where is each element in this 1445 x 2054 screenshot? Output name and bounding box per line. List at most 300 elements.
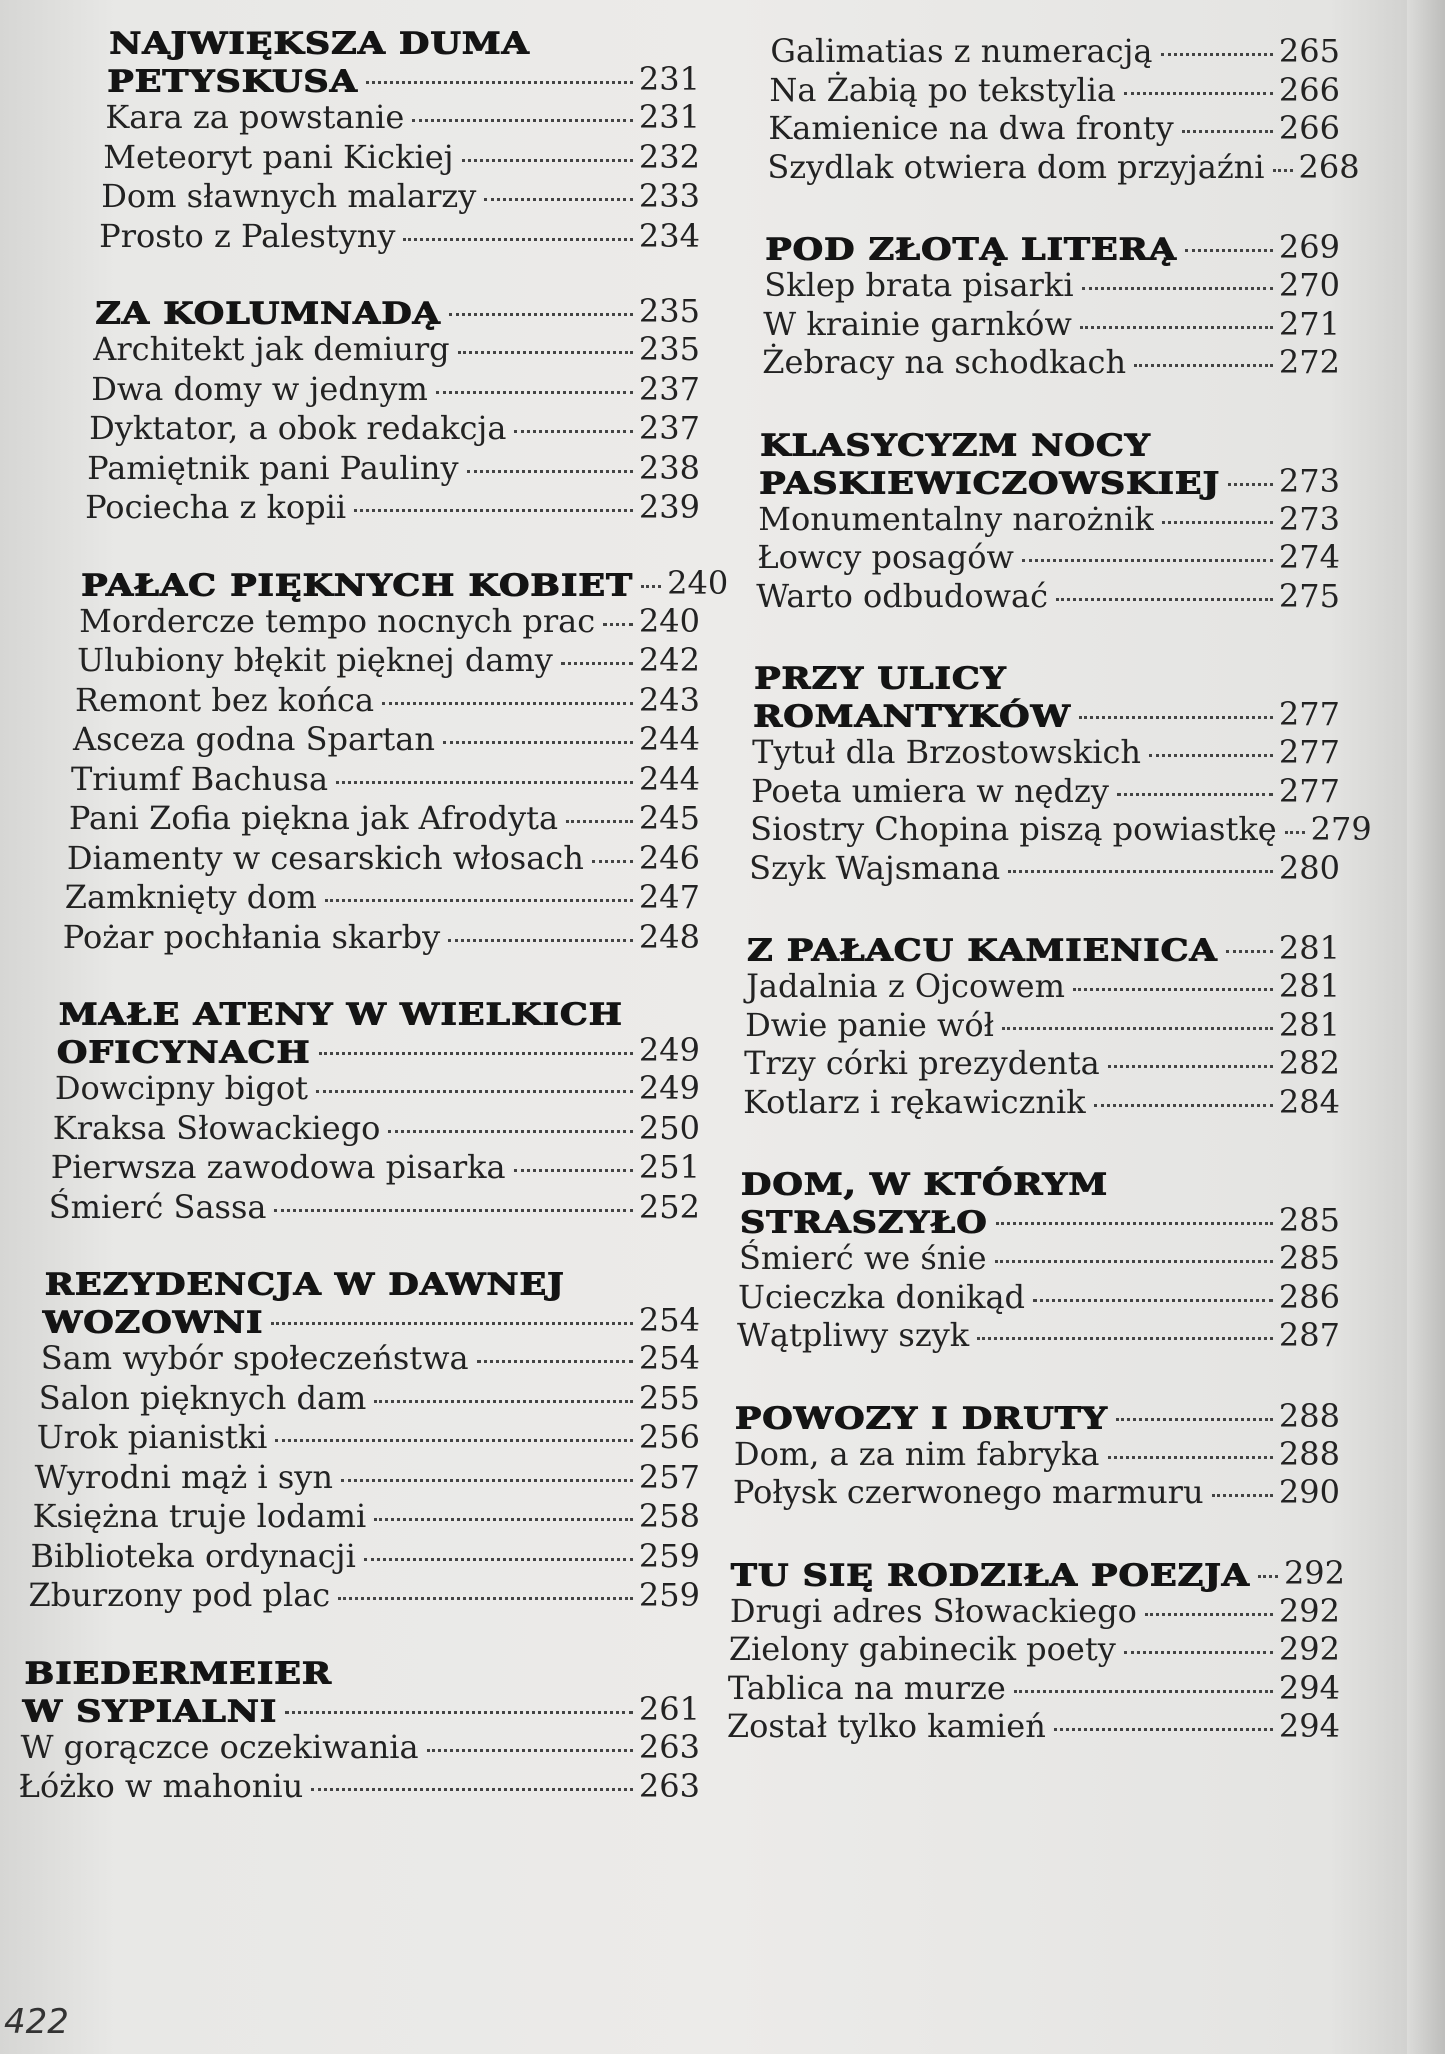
toc-entry-page: 265 (1278, 32, 1340, 70)
toc-entry-title: Dyktator, a obok redakcja (89, 409, 507, 447)
toc-entry-title: Biblioteka ordynacji (30, 1536, 356, 1575)
toc-entry-page: 288 (1278, 1434, 1340, 1473)
toc-entry-page: 242 (638, 641, 700, 679)
toc-entry-title: Dwa domy w jednym (91, 369, 428, 408)
toc-entry-page: 266 (1278, 70, 1340, 109)
toc-entry (63, 918, 700, 956)
section-heading (765, 226, 1340, 267)
toc-entry-title: Tytuł dla Brzostowskich (752, 733, 1142, 771)
dot-leader (1008, 870, 1273, 873)
dot-leader (1014, 1690, 1273, 1693)
toc-entry (75, 681, 700, 719)
dot-leader (1079, 716, 1273, 719)
toc-entry-title: Prosto z Palestyny (99, 216, 396, 255)
toc-entry-page: 259 (638, 1576, 700, 1614)
section-page-number: 240 (667, 563, 729, 602)
dot-leader (996, 1222, 1273, 1225)
section-heading (23, 1688, 700, 1729)
toc-entry-page: 246 (638, 838, 700, 877)
toc-entry (51, 1148, 700, 1186)
toc-entry-title: Zielony gabinecik poety (728, 1630, 1116, 1668)
toc-entry-page: 271 (1278, 304, 1340, 343)
toc-entry-page: 251 (638, 1148, 700, 1186)
dot-leader (285, 1711, 633, 1714)
dot-leader (458, 351, 633, 354)
toc-entry-title: Monumentalny narożnik (758, 499, 1154, 538)
toc-entry-title: Kraksa Słowackiego (52, 1108, 381, 1147)
toc-entry (744, 1044, 1340, 1082)
toc-entry (768, 109, 1340, 147)
dot-leader (467, 470, 633, 473)
toc-entry-title: Dowcipny bigot (54, 1069, 308, 1107)
dot-leader (366, 81, 633, 84)
dot-leader (382, 702, 633, 705)
toc-entry-title: Sam wybór społeczeństwa (40, 1339, 469, 1377)
toc-entry (764, 266, 1340, 304)
toc-entry (749, 849, 1340, 887)
toc-entry-page: 249 (638, 1069, 700, 1107)
section-page-number: 277 (1278, 695, 1340, 733)
toc-entry-page: 270 (1278, 266, 1340, 304)
dot-leader (388, 1130, 633, 1133)
section-page-number: 254 (638, 1301, 700, 1339)
toc-entry-page: 256 (638, 1418, 700, 1456)
toc-entry-title: Tablica na murze (727, 1668, 1006, 1707)
toc-entry (35, 1458, 700, 1496)
toc-entry-page: 244 (638, 759, 700, 798)
section-page-number: 269 (1278, 228, 1340, 266)
toc-entry (19, 1767, 700, 1805)
section-heading-text: PRZY ULICY (754, 660, 1007, 696)
toc-entry (77, 641, 700, 679)
toc-entry-page: 258 (638, 1497, 700, 1535)
dot-leader (1161, 53, 1273, 56)
section-heading-text: REZYDENCJA W DAWNEJ (44, 1266, 565, 1302)
section-heading (753, 693, 1340, 734)
dot-leader (449, 313, 633, 316)
dot-leader (561, 662, 633, 665)
toc-entry-title: Sklep brata pisarki (764, 266, 1074, 304)
toc-entry-page: 285 (1278, 1239, 1340, 1277)
toc-entry-title: Żebracy na schodkach (762, 343, 1127, 381)
toc-entry-title: W krainie garnków (763, 304, 1072, 343)
dot-leader (641, 585, 661, 588)
dot-leader (1226, 950, 1273, 953)
dot-leader (1162, 521, 1273, 524)
toc-entry (746, 967, 1340, 1005)
dot-leader (1002, 1027, 1273, 1030)
toc-entry-page: 243 (638, 680, 700, 719)
toc-entry (728, 1669, 1340, 1707)
dot-leader (274, 1209, 632, 1212)
toc-entry-title: Kotlarz i rękawicznik (743, 1082, 1086, 1121)
dot-leader (1073, 988, 1273, 991)
toc-entry-page: 231 (638, 98, 700, 136)
toc-entry-title: Drugi adres Słowackiego (729, 1591, 1137, 1630)
section-heading (754, 655, 1340, 696)
toc-entry-title: W gorączce oczekiwania (20, 1727, 419, 1766)
toc-entry (55, 1069, 700, 1107)
toc-entry-page: 263 (638, 1727, 700, 1766)
toc-entry-page: 235 (638, 330, 700, 368)
dot-leader (1145, 1613, 1273, 1616)
section-page-number: 235 (638, 292, 700, 330)
toc-entry-page: 294 (1278, 1668, 1340, 1707)
toc-entry-title: Pierwsza zawodowa pisarka (50, 1148, 506, 1186)
toc-entry (103, 138, 700, 176)
toc-entry-title: Dwie panie wół (745, 1005, 994, 1044)
section-heading-text: NAJWIĘKSZA DUMA (109, 25, 530, 61)
section-heading-text: ZA KOLUMNADĄ (95, 295, 441, 331)
toc-entry-page: 240 (638, 601, 700, 640)
toc-entry (71, 760, 700, 798)
toc-entry-title: Łowcy posagów (757, 538, 1014, 576)
dot-leader (603, 623, 633, 626)
toc-entry-page: 273 (1278, 499, 1340, 538)
toc-entry-page: 281 (1278, 967, 1340, 1005)
toc-entry-title: Został tylko kamień (726, 1707, 1046, 1745)
toc-entry-page: 237 (638, 369, 700, 408)
dot-leader (1228, 483, 1273, 486)
section-heading (741, 1161, 1340, 1202)
toc-entry-page: 247 (638, 878, 700, 916)
toc-entry-title: Trzy córki prezydenta (744, 1044, 1100, 1082)
section-page-number: 285 (1278, 1201, 1340, 1239)
dot-leader (336, 781, 633, 784)
toc-entry (727, 1707, 1340, 1745)
toc-entry (737, 1316, 1340, 1354)
dot-leader (1054, 1728, 1273, 1731)
dot-leader (484, 198, 633, 201)
toc-entry-page: 245 (638, 799, 700, 837)
dot-leader (374, 1400, 633, 1403)
toc-entry-page: 234 (638, 216, 700, 255)
section-heading-text: POWOZY I DRUTY (734, 1400, 1108, 1436)
toc-entry-title: Kamienice na dwa fronty (768, 109, 1174, 147)
toc-entry (87, 449, 700, 487)
section-heading-text: DOM, W KTÓRYM (741, 1166, 1109, 1202)
toc-entry (739, 1239, 1340, 1277)
toc-entry-page: 279 (1310, 810, 1372, 848)
toc-entry-title: Ucieczka donikąd (738, 1277, 1026, 1316)
section-heading (59, 991, 700, 1032)
dot-leader (462, 159, 633, 162)
section-heading-text: PASKIEWICZOWSKIEJ (759, 465, 1221, 501)
toc-entry-page: 263 (638, 1767, 700, 1805)
toc-entry-title: Szyk Wajsmana (749, 848, 1001, 887)
dot-leader (448, 939, 633, 942)
section-heading (109, 20, 700, 61)
toc-entry (101, 177, 700, 215)
toc-entry (91, 370, 700, 408)
toc-entry (743, 1083, 1340, 1121)
dot-leader (271, 1322, 633, 1325)
section-heading-text: Z PAŁACU KAMIENICA (747, 932, 1218, 968)
dot-leader (354, 509, 633, 512)
toc-entry (752, 733, 1340, 771)
toc-entry (763, 305, 1340, 343)
dot-leader (1108, 1456, 1273, 1459)
section-heading (747, 927, 1340, 968)
toc-entry-title: Salon pięknych dam (38, 1378, 367, 1417)
dot-leader (341, 1479, 633, 1482)
section-heading-text: TU SIĘ RODZIŁA POEZJA (730, 1557, 1250, 1593)
toc-entry (770, 32, 1340, 70)
dot-leader (1094, 1104, 1273, 1107)
toc-entry-page: 290 (1278, 1473, 1340, 1511)
toc-entry-title: Zburzony pod plac (28, 1576, 331, 1614)
toc-entry (767, 147, 1360, 186)
toc-entry (762, 343, 1340, 381)
toc-entry-title: Śmierć we śnie (739, 1239, 987, 1277)
toc-entry-title: Wyrodni mąż i syn (34, 1457, 333, 1496)
toc-entry (745, 1006, 1340, 1044)
section-heading-text: STRASZYŁO (740, 1204, 988, 1240)
toc-entry-title: Łóżko w mahoniu (18, 1767, 304, 1805)
section-heading-text: MAŁE ATENY W WIELKICH (58, 996, 623, 1032)
section-heading-text: OFICYNACH (56, 1034, 311, 1070)
dot-leader (1124, 92, 1273, 95)
toc-entry-title: Warto odbudować (756, 576, 1048, 615)
dot-leader (1124, 1651, 1273, 1654)
dot-leader (1056, 598, 1273, 601)
toc-entry (756, 577, 1340, 615)
toc-entry-title: Meteoryt pani Kickiej (103, 137, 454, 176)
section-page-number: 292 (1283, 1553, 1346, 1592)
toc-entry-title: Ulubiony błękit pięknej damy (77, 641, 553, 679)
section-heading-text: KLASYCYZM NOCY (760, 427, 1151, 463)
toc-entry (733, 1473, 1340, 1511)
section-heading-text: ROMANTYKÓW (753, 698, 1071, 734)
toc-entry-title: Triumf Bachusa (70, 759, 329, 798)
toc-entry-page: 284 (1278, 1082, 1340, 1121)
toc-entry-title: Pamiętnik pani Pauliny (87, 448, 459, 487)
toc-entry-title: Śmierć Sassa (48, 1187, 267, 1226)
dot-leader (311, 1788, 633, 1791)
section-heading-text: BIEDERMEIER (24, 1655, 332, 1691)
section-page-number: 273 (1278, 461, 1340, 500)
toc-entry-page: 244 (638, 720, 700, 758)
section-heading (760, 422, 1340, 463)
toc-entry-page: 292 (1278, 1630, 1340, 1668)
toc-entry (31, 1537, 700, 1575)
dot-leader (995, 1260, 1273, 1263)
section-heading-text: PAŁAC PIĘKNYCH KOBIET (81, 567, 634, 603)
dot-leader (1273, 169, 1293, 172)
toc-entry (39, 1379, 700, 1417)
toc-entry (93, 330, 700, 368)
toc-entry (751, 772, 1340, 810)
toc-entry (67, 839, 700, 877)
toc-entry (79, 602, 700, 640)
toc-entry (757, 538, 1340, 576)
toc-entry-title: Architekt jak demiurg (93, 330, 450, 368)
section-heading (730, 1552, 1346, 1593)
section-page-number: 281 (1278, 929, 1340, 967)
toc-entry (73, 720, 700, 758)
toc-entry (105, 98, 700, 136)
section-heading (25, 1650, 700, 1691)
dot-leader (1134, 364, 1273, 367)
dot-leader (275, 1439, 633, 1442)
toc-entry-title: Siostry Chopina piszą powiastkę (750, 810, 1277, 848)
section-heading (95, 290, 700, 331)
toc-entry-page: 292 (1278, 1591, 1340, 1630)
toc-entry-page: 266 (1278, 109, 1340, 147)
section-heading-text: POD ZŁOTĄ LITERĄ (765, 231, 1177, 267)
toc-entry (750, 810, 1372, 848)
toc-entry (33, 1497, 700, 1535)
dot-leader (592, 860, 633, 863)
dot-leader (436, 391, 633, 394)
toc-entry-title: Kara za powstanie (105, 98, 405, 136)
toc-entry-title: Poeta umiera w nędzy (751, 771, 1109, 810)
toc-entry-title: Galimatias z numeracją (770, 32, 1153, 70)
toc-entry-page: 281 (1278, 1005, 1340, 1044)
toc-entry (53, 1109, 700, 1147)
toc-entry (769, 71, 1340, 109)
toc-entry-title: Szydlak otwiera dom przyjaźni (767, 147, 1265, 186)
section-heading (43, 1299, 700, 1340)
toc-entry-page: 287 (1278, 1316, 1340, 1354)
toc-entry-title: Jadalnia z Ojcowem (746, 967, 1065, 1005)
dot-leader (1033, 1299, 1273, 1302)
toc-entry-page: 255 (638, 1378, 700, 1417)
toc-entry (69, 799, 700, 837)
dot-leader (566, 820, 633, 823)
toc-entry (37, 1418, 700, 1456)
toc-entry-page: 259 (638, 1536, 700, 1575)
toc-entry (49, 1188, 700, 1226)
toc-entry-title: Wątpliwy szyk (737, 1316, 970, 1354)
dot-leader (443, 741, 633, 744)
section-heading-text: W SYPIALNI (22, 1693, 278, 1729)
toc-entry-page: 248 (638, 917, 700, 956)
section-page-number: 261 (638, 1689, 700, 1728)
toc-entry-page: 254 (638, 1339, 700, 1377)
toc-entry (21, 1728, 700, 1766)
section-heading (45, 1261, 700, 1302)
toc-entry-page: 280 (1278, 848, 1340, 887)
section-heading (740, 1199, 1340, 1240)
dot-leader (1080, 326, 1273, 329)
toc-entry-page: 294 (1278, 1707, 1340, 1745)
dot-leader (374, 1518, 633, 1521)
dot-leader (477, 1360, 633, 1363)
toc-entry-page: 233 (638, 177, 700, 215)
toc-entry (758, 500, 1340, 538)
toc-entry-page: 252 (638, 1187, 700, 1226)
dot-leader (1149, 754, 1273, 757)
toc-entry-page: 237 (638, 409, 700, 447)
dot-leader (977, 1337, 1273, 1340)
toc-entry-title: Urok pianistki (36, 1418, 268, 1456)
dot-leader (403, 238, 633, 241)
section-page-number: 249 (638, 1031, 700, 1069)
dot-leader (1108, 1065, 1273, 1068)
toc-entry-page: 282 (1278, 1044, 1340, 1082)
toc-entry (99, 217, 700, 255)
dot-leader (325, 899, 633, 902)
toc-entry-page: 277 (1278, 733, 1340, 771)
toc-entry (65, 878, 700, 916)
dot-leader (338, 1597, 633, 1600)
section-heading (107, 58, 700, 99)
dot-leader (1117, 793, 1273, 796)
toc-entry-title: Asceza godna Spartan (73, 720, 435, 758)
dot-leader (412, 119, 633, 122)
toc-entry-page: 238 (638, 448, 700, 487)
dot-leader (1116, 1418, 1273, 1421)
dot-leader (427, 1749, 633, 1752)
toc-entry (738, 1278, 1340, 1316)
section-heading (81, 562, 729, 603)
toc-entry-title: Księżna truje lodami (32, 1497, 367, 1535)
dot-leader (514, 430, 632, 433)
page-edge-shadow (1407, 0, 1445, 2054)
section-heading (735, 1395, 1340, 1436)
toc-entry (85, 488, 700, 526)
dot-leader (316, 1090, 633, 1093)
toc-entry-page: 277 (1278, 771, 1340, 810)
dot-leader (1212, 1494, 1273, 1497)
section-heading (759, 460, 1340, 501)
toc-entry (89, 409, 700, 447)
toc-entry-page: 268 (1298, 147, 1360, 186)
section-heading-text: PETYSKUSA (107, 63, 358, 99)
dot-leader (364, 1558, 633, 1561)
toc-entry-page: 232 (638, 137, 700, 176)
dot-leader (1022, 559, 1273, 562)
toc-entry (729, 1630, 1340, 1668)
toc-entry-title: Pociecha z kopii (85, 488, 347, 526)
dot-leader (1185, 249, 1273, 252)
dot-leader (1285, 831, 1305, 834)
toc-entry-title: Dom, a za nim fabryka (733, 1434, 1100, 1473)
dot-leader (1258, 1575, 1278, 1578)
toc-entry-title: Dom sławnych malarzy (101, 177, 477, 215)
toc-entry-title: Na Żabią po tekstylia (769, 70, 1116, 109)
toc-entry-title: Pożar pochłania skarby (62, 917, 441, 956)
toc-entry-page: 272 (1278, 343, 1340, 381)
dot-leader (514, 1169, 633, 1172)
toc-entry-title: Pani Zofia piękna jak Afrodyta (68, 799, 559, 837)
toc-entry-title: Zamknięty dom (64, 878, 317, 916)
toc-entry-page: 286 (1278, 1277, 1340, 1316)
dot-leader (1182, 130, 1273, 133)
toc-entry-title: Remont bez końca (75, 680, 375, 719)
toc-entry-page: 275 (1278, 576, 1340, 615)
section-heading (57, 1029, 700, 1070)
toc-entry-page: 257 (638, 1457, 700, 1496)
toc-entry-title: Diamenty w cesarskich włosach (66, 838, 584, 877)
toc-entry-title: Mordercze tempo nocnych prac (79, 601, 596, 640)
dot-leader (319, 1052, 633, 1055)
toc-entry (734, 1435, 1340, 1473)
toc-entry-title: Połysk czerwonego marmuru (732, 1473, 1204, 1511)
toc-entry (41, 1339, 700, 1377)
section-heading-text: WOZOWNI (42, 1304, 264, 1340)
toc-entry-page: 274 (1278, 538, 1340, 576)
toc-entry (28, 1576, 700, 1614)
toc-entry (730, 1592, 1340, 1630)
toc-entry-page: 239 (638, 488, 700, 526)
section-page-number: 288 (1278, 1396, 1340, 1435)
toc-entry-page: 250 (638, 1108, 700, 1147)
dot-leader (1082, 287, 1273, 290)
page-number-folio: 422 (4, 2002, 69, 2042)
section-page-number: 231 (638, 60, 700, 98)
